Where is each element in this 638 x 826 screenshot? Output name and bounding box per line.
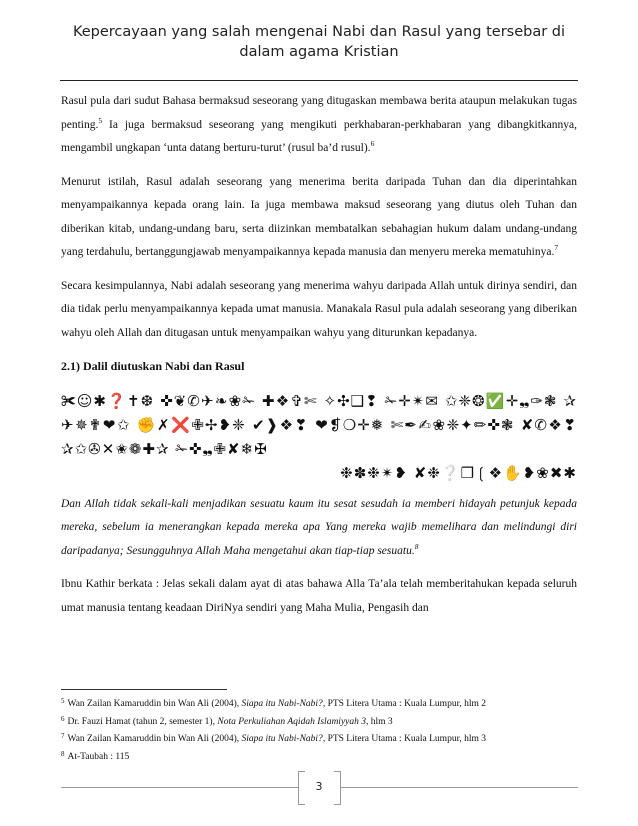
document-body (61, 90, 577, 630)
paragraph-text: Ia juga bermaksud seseorang yang mengikuti perkhabaran-perkhabaran yang dibangkitkannya, mengambil ungkapan ‘unta datang berturu-turut’ (rusul ba’d rusul). (61, 118, 577, 154)
footnote-ref: 6 (370, 139, 375, 148)
footer-rule-right (340, 787, 578, 788)
paragraph-rasul-istilah (61, 171, 577, 265)
footnote-text: , PTS Litera Utama : Kuala Lumpur, hlm 3 (322, 734, 487, 744)
paragraph-kesimpulan: Secara kesimpulannya, Nabi adalah seseorang yang menerima wahyu daripada Allah untuk dirinya sendiri, dan dia tidak perlu menyampaikannya kepada umat manusia. Manakala Rasul pula adalah seseorang yang diberikan wahyu oleh Allah dan ditugasan untuk menyampaikan wahyu yang diturunkan kepadanya. (61, 279, 577, 339)
section-heading: 2.1) Dalil diutuskan Nabi dan Rasul (61, 359, 245, 373)
footnote-text: Wan Zailan Kamaruddin bin Wan Ali (2004), (67, 734, 242, 744)
footnote (61, 729, 577, 747)
footnote-ref: 7 (554, 243, 559, 252)
footnote (61, 694, 577, 712)
header-rule (60, 80, 578, 81)
footnotes (61, 694, 577, 764)
header-title-line-2: dalam agama Kristian (239, 44, 399, 60)
page-header (60, 22, 578, 62)
header-title-line-1: Kepercayaan yang salah mengenai Nabi dan Rasul yang tersebar di (72, 24, 566, 40)
arabic-verse (61, 389, 577, 485)
footnote-text: At-Taubah : 115 (67, 751, 130, 762)
verse-translation (61, 493, 577, 564)
footnote-number: 6 (61, 714, 65, 723)
footnote-rule (61, 689, 227, 690)
footnote-text: Dr. Fauzi Hamat (tahun 2, semester 1), (67, 716, 218, 727)
arabic-line-4: ❉✽❉✴❥ ✘❉❔❒❲❖✋❥❀✖✱ (340, 463, 577, 482)
footnote-ref: 8 (414, 541, 419, 551)
footnote-number: 8 (61, 749, 65, 758)
paragraph-rasul-bahasa (61, 90, 577, 161)
footnote-text: , PTS Litera Utama : Kuala Lumpur, hlm 2 (322, 699, 487, 709)
footnote (61, 747, 577, 765)
footnote-text: , hlm 3 (366, 716, 393, 727)
quote-text: Dan Allah tidak sekali-kali menjadikan sesuatu kaum itu sesat sesudah ia memberi hidayah petunjuk kepada mereka, sebelum ia menerangkan kepada mereka apa Yang mereka wajib memelihara dan melindungi diri daripadanya; Sesungguhnya Allah Maha mengetahui akan tiap-tiap sesuatu. (61, 497, 577, 557)
footnote (61, 712, 577, 730)
paragraph-ibnu-kathir: Ibnu Kathir berkata : Jelas sekali dalam ayat di atas bahawa Alla Ta’ala telah memberitahukan kepada seluruh umat manusia tentang keadaan DiriNya sendiri yang Maha Mulia, Pengasih dan (61, 578, 577, 614)
footnote-title: Siapa itu Nabi-Nabi? (241, 734, 323, 744)
footnote-title: Siapa itu Nabi-Nabi? (241, 699, 323, 709)
footnote-number: 5 (61, 697, 65, 705)
footnote-number: 7 (61, 732, 65, 740)
paragraph-text: Rasul pula dari sudut Bahasa bermaksud seseorang yang ditugaskan membawa berita ataupun melakukan tugas penting. (61, 95, 577, 131)
arabic-line-3: ✄✒✍❀❈✦✏✜❃ ✘✆❖❣ ✰✩✇✕✬❁✚✰ ✁✜❠✙✘❄✠ (61, 415, 577, 458)
footnote-ref: 5 (98, 115, 103, 125)
paragraph-text: Menurut istilah, Rasul adalah seseorang yang menerima berita daripada Tuhan dan dia diperintahkan menyampaikannya kepada orang lain. Ia juga membawa maksud seseorang yang diutus oleh Tuhan dan diberikan kitab, undang-undang baru, serta diizinkan membatalkan sebahagian hukum dalam undang-undang yang terdahulu, bertanggungjawab menyampaikannya kepada manusia dan menyeru mereka mematuhinya. (61, 175, 577, 258)
page-number: 3 (315, 780, 323, 793)
footer-rule-left (61, 787, 299, 788)
arabic-line-2: ✩❈❂✅✛❠✑❃ ✰✈✵✟❤✩ ✊✗❌✙✢❥❈ ✔❱❖❣ ❤❡❍✛❅ (61, 391, 577, 434)
footnote-title: Nota Perkuliahan Aqidah Islamiyyah 3 (217, 716, 367, 727)
arabic-line-1: ✀☺✱❓✝❆ ✜❦✆✈❧❀✁ ✚❖✞✄ ✧✣❑❢ ✁✛✴✉ (61, 391, 439, 410)
footnote-text: Wan Zailan Kamaruddin bin Wan Ali (2004), (67, 699, 242, 709)
